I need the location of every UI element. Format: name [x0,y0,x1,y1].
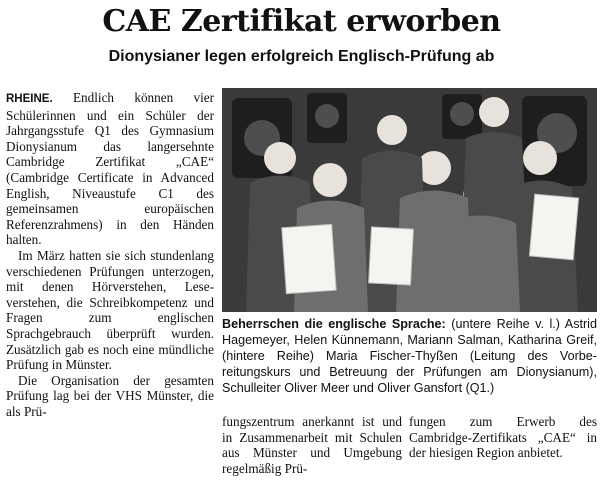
caption-lead: Beherrschen die englische Sprache: [222,317,446,331]
photo-caption [222,316,597,396]
article-paragraph: Im März hatten sie sich stundenlang verschiedenen Prüfungen unterzogen, mit denen Hörverstehen, Leseverstehen, die Schreibkompetenz und Fragen zum englischen Sprachgebrauch überprüft wurden. Zusätzlich gab es noch eine mündliche Prüfung in Münster. [6,247,214,373]
caption-text: (untere Reihe v. l.) Astrid Hagemeyer, Helen Künnemann, Mariann Salman, Katharina Greif, (hintere Reihe) Maria Fischer-Thyßen (Leitung des Vorbereitungskurs und Betreuung der Prüfungen am Dionysianum), Schulleiter Oliver Meer und Oliver Gansfort (Q1.) [222,317,597,395]
dateline: RHEINE. [6,93,53,105]
group-photo [222,88,597,312]
article-paragraph [6,90,214,248]
article-column-1 [6,90,214,419]
article-paragraph: fungen zum Erwerb des Cambridge-Zertifikats „CAE“ in der hiesigen Region anbietet. [409,414,597,461]
subheadline: Dionysianer legen erfolgreich Englisch-Prüfung ab [108,48,495,65]
article-paragraph: fungszentrum anerkannt ist und in Zusammenarbeit mit Schulen aus Münster und Umgebung regelmäßig Prü- [222,414,402,476]
paragraph-text: Endlich können vier Schülerinnen und ein Schüler der Jahrgangsstufe Q1 des Gymnasium Dionysianum das langersehnte Cambridge Zertifikat „CAE“ (Cambridge Certificate in Advanced English, Niveaustufe C1 des gemeinsamen europäischen Referenzrahmens) in den Händen halten. [6,90,215,248]
headline: CAE Zertifikat erworben [102,4,501,39]
article-paragraph: Die Organisation der gesamten Prüfung lag bei der VHS Münster, die als Prü- [6,372,214,419]
article-column-3 [409,414,597,461]
group-photo-image [222,88,597,312]
article-column-2 [222,414,402,476]
